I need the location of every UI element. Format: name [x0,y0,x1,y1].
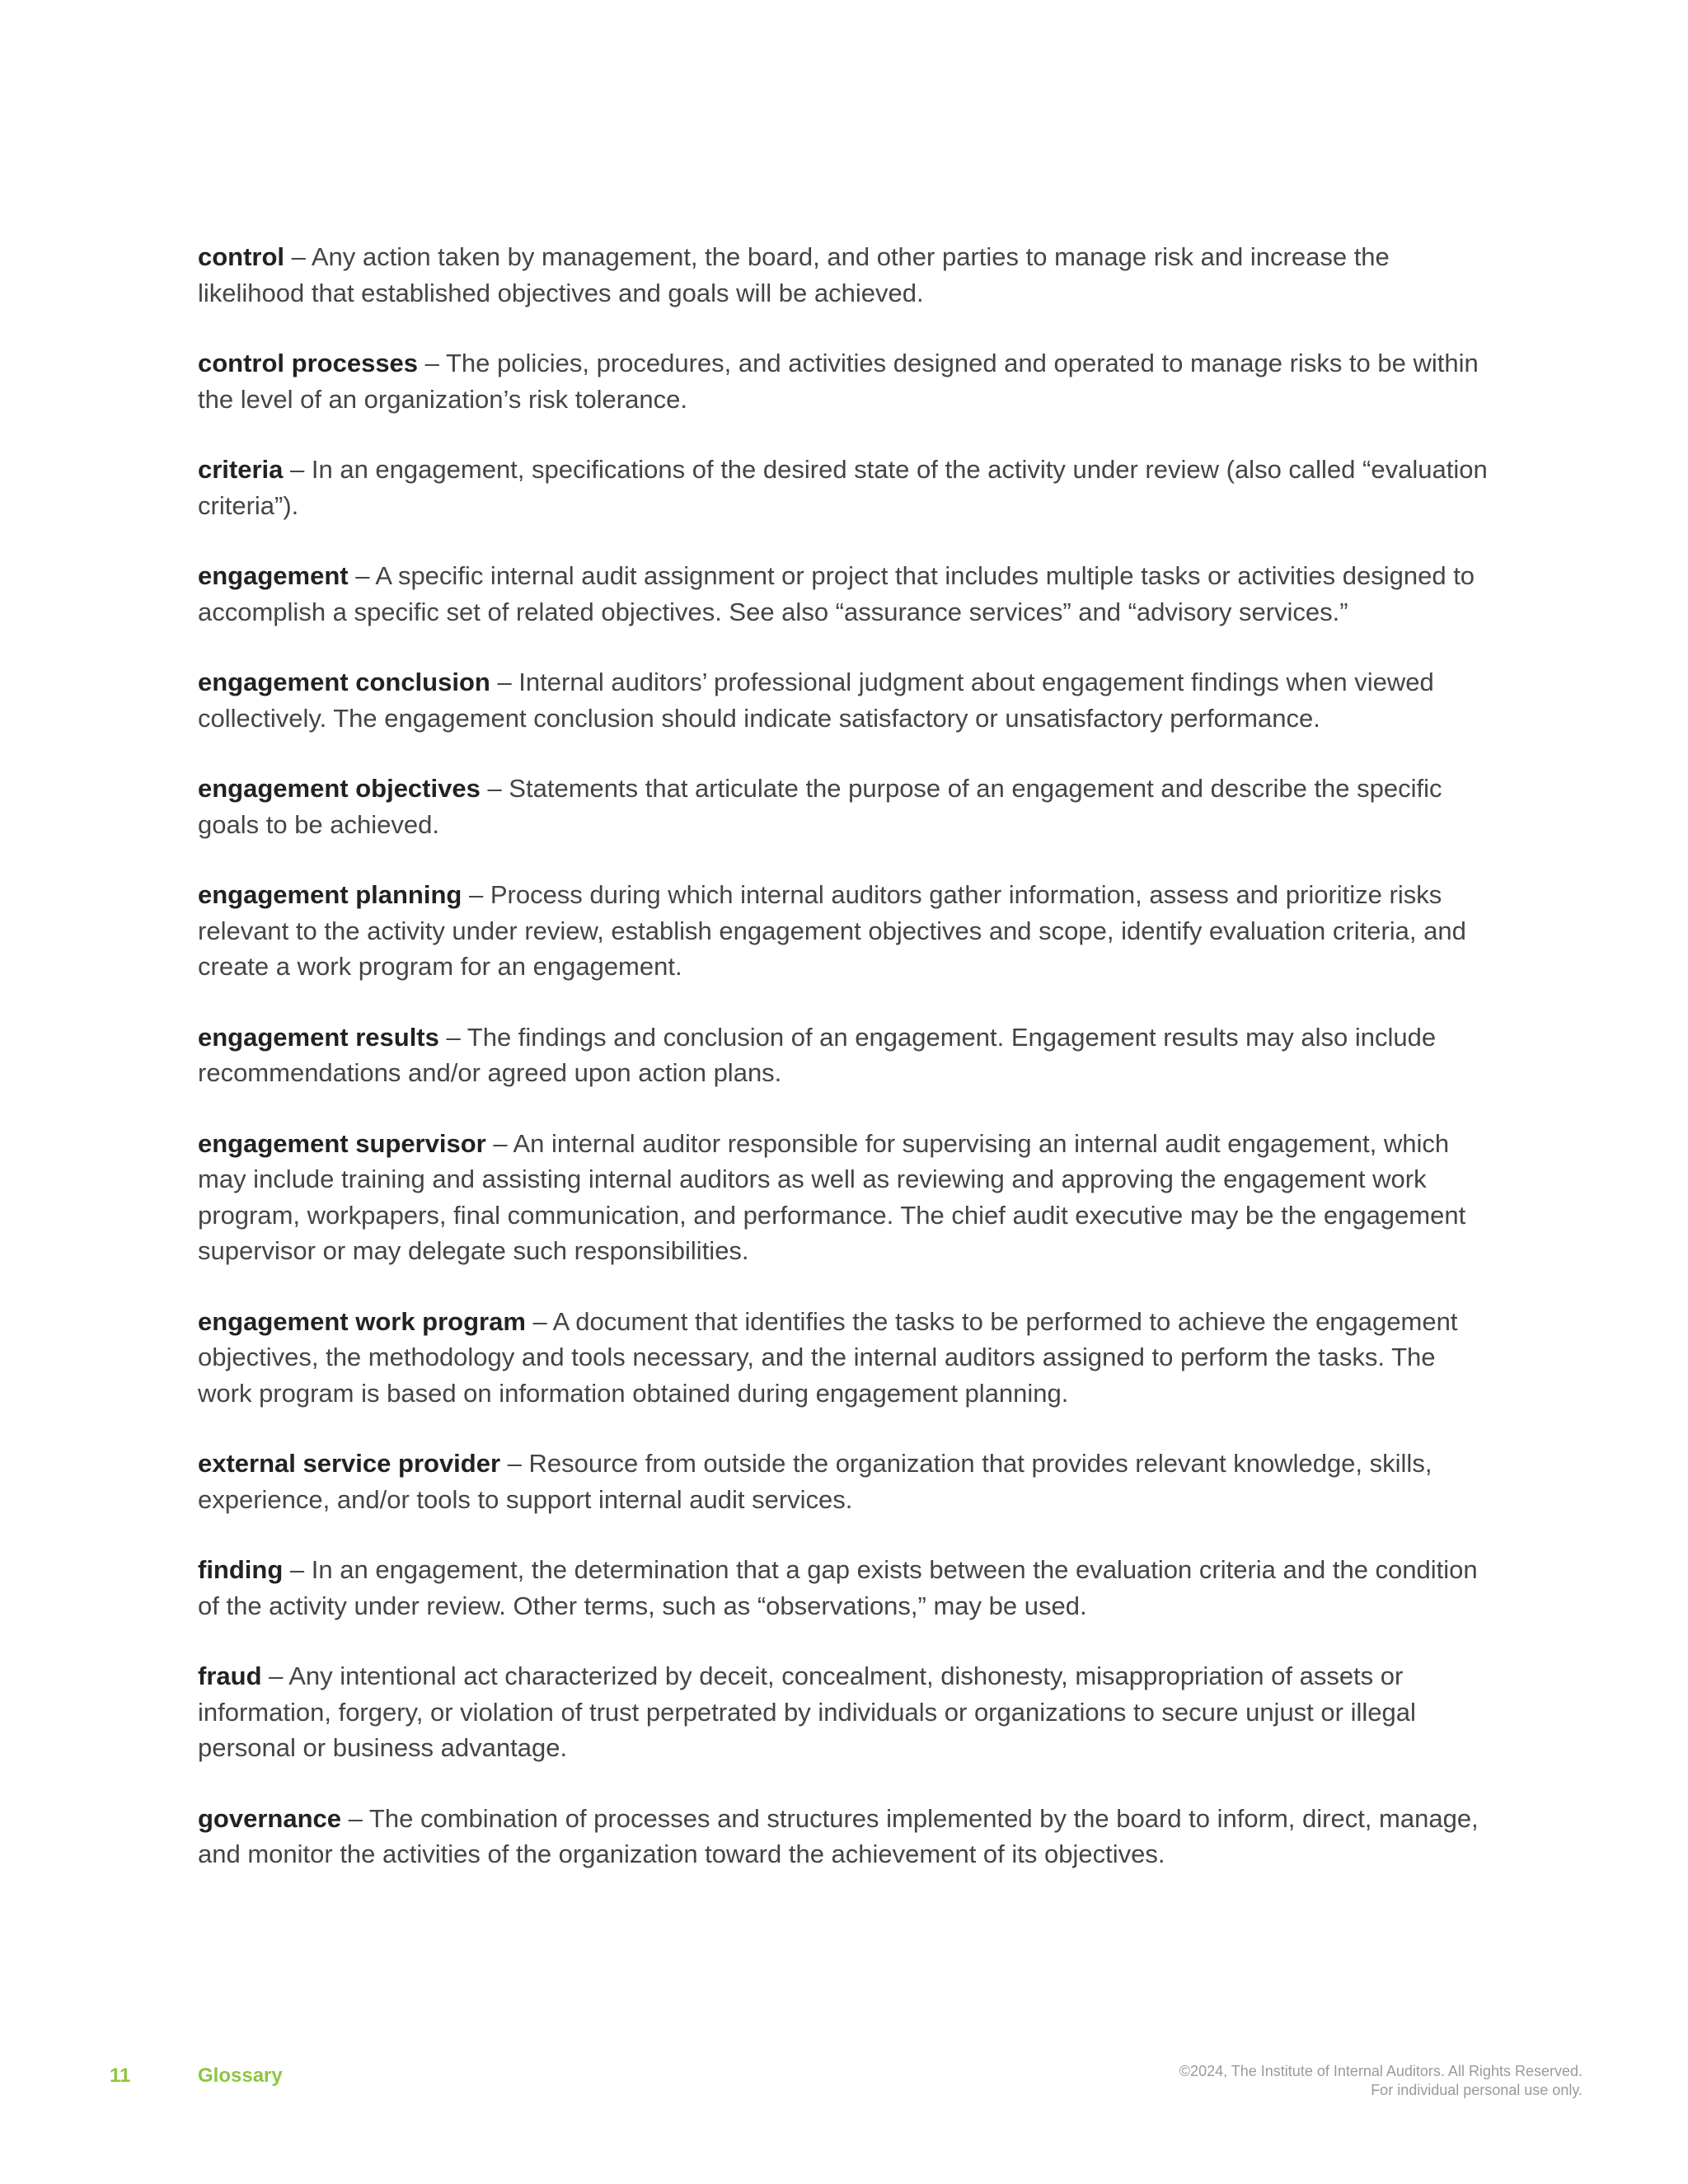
section-title: Glossary [198,2064,283,2087]
glossary-entry [198,1126,1492,1269]
glossary-entry [198,1658,1492,1766]
glossary-entry [198,345,1492,417]
glossary-definition: – The findings and conclusion of an engagement. Engagement results may also include recommendations and/or agreed upon action plans. [198,1022,1437,1087]
glossary-entry [198,239,1492,311]
glossary-term: finding [198,1555,284,1584]
glossary-term: engagement [198,561,349,590]
usage-text: For individual personal use only. [1371,2082,1582,2098]
glossary-entry [198,664,1492,736]
copyright-text: ©2024, The Institute of Internal Auditors. All Rights Reserved. [1179,2063,1582,2079]
glossary-definition: – In an engagement, specifications of the desired state of the activity under review (also called “evaluation criteria”). [198,455,1488,520]
glossary-definition: – The combination of processes and structures implemented by the board to inform, direct, manage, and monitor the activities of the organization toward the achievement of its objectives. [198,1803,1479,1868]
glossary-definition: – Any action taken by management, the board, and other parties to manage risk and increase the likelihood that established objectives and goals will be achieved. [198,242,1390,307]
glossary-definition: – A document that identifies the tasks to be performed to achieve the engagement objectives, the methodology and tools necessary, and the internal auditors assigned to perform the tasks. The work program is based on information obtained during engagement planning. [198,1306,1458,1408]
glossary-definition: – A specific internal audit assignment or project that includes multiple tasks or activities designed to accomplish a specific set of related objectives. See also “assurance services” and “advisory services.” [198,561,1475,626]
glossary-term: engagement results [198,1022,439,1052]
page-number: 11 [110,2064,131,2087]
glossary-definition: – Process during which internal auditors gather information, assess and prioritize risks relevant to the activity under review, establish engagement objectives and scope, identify evaluation criteria, and create a work program for an engagement. [198,880,1466,981]
glossary-definition: – Resource from outside the organization that provides relevant knowledge, skills, experience, and/or tools to support internal audit services. [198,1449,1432,1514]
glossary-definition: – Internal auditors’ professional judgment about engagement findings when viewed collectively. The engagement conclusion should indicate satisfactory or unsatisfactory performance. [198,668,1434,733]
glossary-definition: – An internal auditor responsible for supervising an internal audit engagement, which may include training and assisting internal auditors as well as reviewing and approving the engagement work program, workpapers, final communication, and performance. The chief audit executive may be the engagement supervisor or may delegate such responsibilities. [198,1128,1466,1265]
glossary-entry [198,1446,1492,1517]
glossary-entry [198,1304,1492,1412]
glossary-term: engagement objectives [198,774,481,803]
glossary-term: criteria [198,455,284,484]
glossary-term: governance [198,1803,342,1833]
glossary-entry [198,1552,1492,1624]
glossary-term: control processes [198,349,419,377]
glossary-entry [198,1019,1492,1091]
glossary-term: external service provider [198,1449,501,1478]
glossary-list [198,239,1492,1907]
glossary-term: engagement conclusion [198,668,490,696]
glossary-term: engagement planning [198,880,462,909]
glossary-term: control [198,242,285,271]
glossary-definition: – Statements that articulate the purpose of an engagement and describe the specific goals to be achieved. [198,774,1442,839]
glossary-definition: – In an engagement, the determination that a gap exists between the evaluation criteria and the condition of the activity under review. Other terms, such as “observations,” may be used. [198,1555,1478,1620]
glossary-entry [198,558,1492,630]
glossary-definition: – The policies, procedures, and activities designed and operated to manage risks to be within the level of an organization’s risk tolerance. [198,349,1479,414]
glossary-entry [198,452,1492,523]
glossary-term: engagement supervisor [198,1128,486,1158]
glossary-entry [198,877,1492,985]
glossary-entry [198,771,1492,842]
copyright-notice [1179,2062,1582,2100]
glossary-entry [198,1801,1492,1872]
glossary-term: fraud [198,1661,262,1690]
glossary-definition: – Any intentional act characterized by deceit, concealment, dishonesty, misappropriation of assets or information, forgery, or violation of trust perpetrated by individuals or organizations to secure unjust or illegal personal or business advantage. [198,1661,1416,1762]
glossary-term: engagement work program [198,1306,526,1336]
